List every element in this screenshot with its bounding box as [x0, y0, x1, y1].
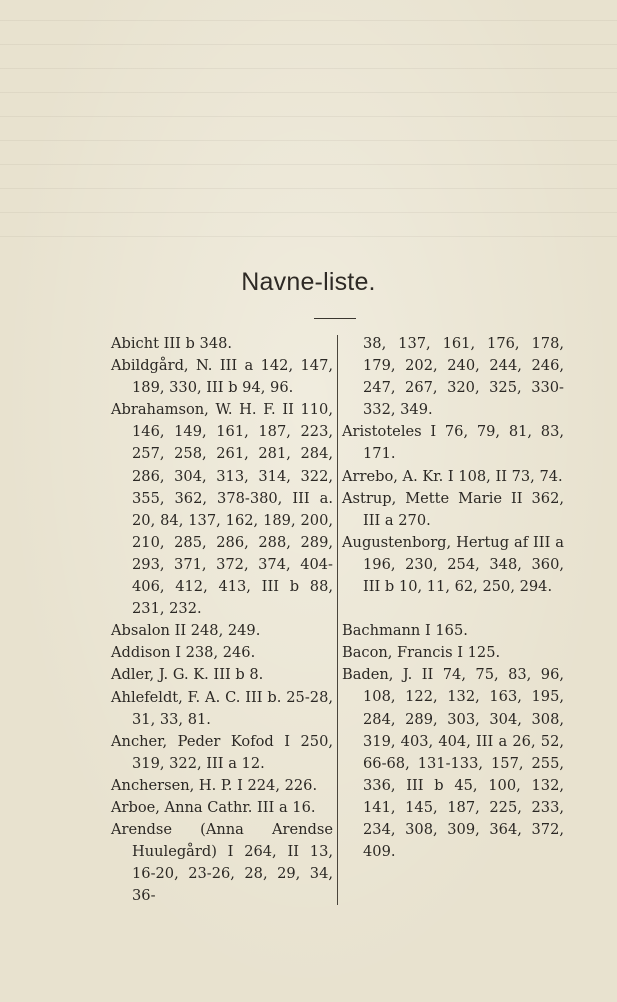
- index-entry: Adler, J. G. K. III b 8.: [111, 666, 264, 684]
- index-entry: Anchersen, H. P. I 224, 226.: [111, 776, 318, 794]
- page-title: Navne-liste.: [241, 268, 376, 296]
- index-entry: Arrebo, A. Kr. I 108, II 73, 74.: [342, 467, 563, 485]
- index-entry: Ahlefeldt, F. A. C. III b. 25-28, 31, 33, 81.: [111, 688, 333, 728]
- index-entry: Aristoteles I 76, 79, 81, 83, 171.: [342, 423, 564, 463]
- index-entry: Ancher, Peder Kofod I 250, 319, 322, III a 12.: [111, 732, 333, 772]
- index-entry: 38, 137, 161, 176, 178, 179, 202, 240, 244, 246, 247, 267, 320, 325, 330-332, 349.: [363, 335, 564, 419]
- index-entry: Arendse (Anna Arendse Huulegård) I 264, II 13, 16-20, 23-26, 28, 29, 34, 36-: [111, 821, 333, 905]
- index-entry: Bachmann I 165.: [342, 622, 468, 640]
- title-rule: [314, 318, 356, 319]
- index-entry: Arboe, Anna Cathr. III a 16.: [111, 798, 316, 816]
- column-divider: [337, 335, 338, 905]
- index-column-right: [342, 333, 564, 863]
- index-entry: Augustenborg, Hertug af III a 196, 230, 254, 348, 360, III b 10, 11, 62, 250, 294.: [342, 533, 564, 596]
- index-entry: Bacon, Francis I 125.: [342, 644, 501, 662]
- index-entry: Addison I 238, 246.: [111, 644, 256, 662]
- show-through-texture: [0, 0, 617, 260]
- index-entry: Abildgård, N. III a 142, 147, 189, 330, III b 94, 96.: [111, 357, 333, 397]
- index-entry: Abrahamson, W. H. F. II 110, 146, 149, 161, 187, 223, 257, 258, 261, 281, 284, 286, 304, 313, 314, 322, 355, 362, 378-380, III a. 20, 84, 137, 162, 189, 200, 210, 285, 286, 288, 289, 293, 371, 372, 374, 404-406, 412, 413, III b 88, 231, 232.: [111, 401, 333, 618]
- index-column-left: [111, 333, 333, 907]
- index-entry: Baden, J. II 74, 75, 83, 96, 108, 122, 132, 163, 195, 284, 289, 303, 304, 308, 319, 403, 404, III a 26, 52, 66-68, 131-133, 157, 255, 336, III b 45, 100, 132, 141, 145, 187, 225, 233, 234, 308, 309, 364, 372, 409.: [342, 666, 564, 861]
- index-entry: Abicht III b 348.: [111, 335, 233, 352]
- index-entry: Absalon II 248, 249.: [111, 622, 261, 640]
- index-entry: Astrup, Mette Marie II 362, III a 270.: [342, 489, 564, 529]
